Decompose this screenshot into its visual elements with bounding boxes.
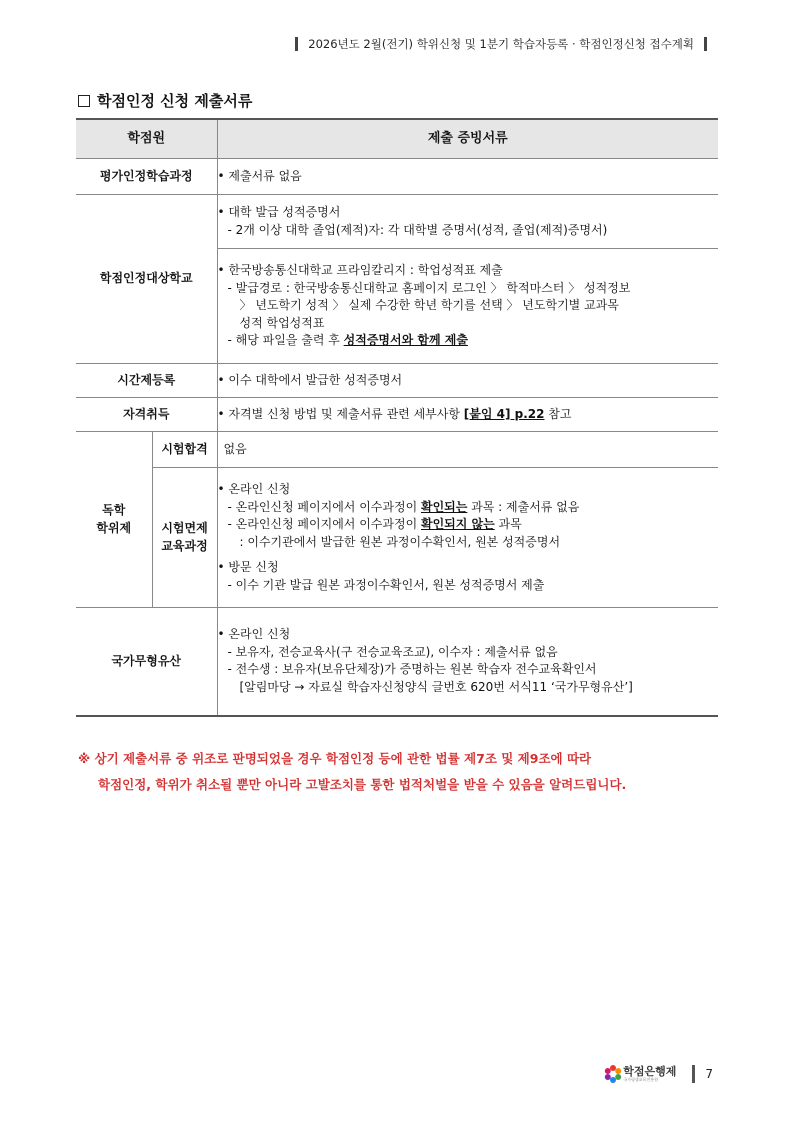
table-row xyxy=(76,468,718,608)
checkbox-icon xyxy=(78,95,90,107)
documents-table xyxy=(76,118,718,717)
content-text: 참고 xyxy=(544,406,572,421)
underlined-text: 성적증명서와 함께 제출 xyxy=(343,333,468,348)
content-text: 과목 xyxy=(494,517,522,531)
content-text: • 자격별 신청 방법 및 제출서류 관련 세부사항 xyxy=(217,406,464,421)
row-category: 자격취득 xyxy=(76,398,217,432)
content-line: • 한국방송통신대학교 프라임칼리지 : 학업성적표 제출 xyxy=(217,263,503,278)
table-row xyxy=(76,195,718,249)
row-category xyxy=(76,432,152,608)
table-row xyxy=(76,159,718,195)
row-content xyxy=(217,432,718,468)
content-line: • 방문 신청 xyxy=(217,560,279,574)
header-bar-right xyxy=(704,37,707,51)
content-line: 없음 xyxy=(223,441,247,456)
section-title-text: 학점인정 신청 제출서류 xyxy=(97,92,253,110)
content-line xyxy=(218,406,719,424)
content-line: • 이수 대학에서 발급한 성적증명서 xyxy=(217,372,403,387)
table-row xyxy=(76,608,718,716)
content-line xyxy=(218,332,719,350)
row-content xyxy=(217,398,718,432)
page-number: 7 xyxy=(705,1067,713,1081)
content-line: • 제출서류 없음 xyxy=(217,168,302,183)
content-line: - 발급경로 : 한국방송통신대학교 홈페이지 로그인 〉 학적마스터 〉 성적정보 xyxy=(227,280,631,295)
content-line xyxy=(218,516,719,534)
row-content xyxy=(217,249,718,364)
row-subcategory: 시험합격 xyxy=(152,432,217,468)
row-category: 국가무형유산 xyxy=(76,608,217,716)
logo-text: 학점은행제 xyxy=(623,1065,677,1078)
col-header-documents: 제출 증빙서류 xyxy=(217,119,718,159)
table-row xyxy=(76,432,718,468)
warning-line: 학점인정, 학위가 취소될 뿐만 아니라 고발조치를 통한 법적처벌을 받을 수 있음을 알려드립니다. xyxy=(98,777,627,792)
row-content xyxy=(217,468,718,608)
content-text: - 온라인신청 페이지에서 이수과정이 xyxy=(227,499,421,514)
content-line: - 2개 이상 대학 졸업(제적)자: 각 대학별 증명서(성적, 졸업(제적)증명서) xyxy=(227,222,608,237)
row-content xyxy=(217,159,718,195)
flower-logo-icon xyxy=(603,1064,623,1084)
content-line: - 보유자, 전승교육사(구 전승교육조교), 이수자 : 제출서류 없음 xyxy=(227,644,558,659)
running-header xyxy=(285,36,717,52)
row-content xyxy=(217,195,718,249)
section-title xyxy=(78,90,252,111)
content-line: - 전수생 : 보유자(보유단체장)가 증명하는 원본 학습자 전수교육확인서 xyxy=(227,662,597,677)
header-title: 2026년도 2월(전기) 학위신청 및 1분기 학습자등록 · 학점인정신청 접수계획 xyxy=(308,37,694,51)
content-line: 성적 학업성적표 xyxy=(239,315,325,330)
header-bar-left xyxy=(295,37,298,51)
category-line: 독학 xyxy=(102,503,126,517)
subcategory-line: 시험면제 xyxy=(161,521,208,535)
page-footer xyxy=(603,1064,713,1084)
content-line: 〉 년도학기 성적 〉 실제 수강한 학년 학기를 선택 〉 년도학기별 교과목 xyxy=(239,298,619,313)
row-category: 시간제등록 xyxy=(76,364,217,398)
row-subcategory xyxy=(152,468,217,608)
credit-bank-logo xyxy=(603,1064,676,1084)
subcategory-line: 교육과정 xyxy=(161,538,208,553)
footer-bar xyxy=(692,1065,695,1083)
content-text: - 해당 파일을 출력 후 xyxy=(227,333,344,348)
table-row xyxy=(76,398,718,432)
content-line: • 온라인 신청 xyxy=(217,627,291,642)
content-line: : 이수기관에서 발급한 원본 과정이수확인서, 원본 성적증명서 xyxy=(239,534,561,549)
col-header-source: 학점원 xyxy=(76,119,217,159)
row-category: 학점인정대상학교 xyxy=(76,195,217,364)
underlined-text: 확인되는 xyxy=(420,499,468,514)
logo-subtext: 국가평생교육진흥원 xyxy=(623,1077,658,1082)
category-line: 학위제 xyxy=(96,520,132,535)
underlined-text: 확인되지 않는 xyxy=(420,517,495,531)
content-line: • 대학 발급 성적증명서 xyxy=(217,205,341,219)
content-text: - 온라인신청 페이지에서 이수과정이 xyxy=(227,517,421,531)
content-line: • 온라인 신청 xyxy=(217,482,291,496)
row-category: 평가인정학습과정 xyxy=(76,159,217,195)
reference-link: [붙임 4] p.22 xyxy=(463,406,545,421)
warning-line: ※ 상기 제출서류 중 위조로 판명되었을 경우 학점인정 등에 관한 법률 제7조 및 제9조에 따라 xyxy=(78,751,592,766)
content-line: [알림마당 → 자료실 학습자신청양식 글번호 620번 서식11 ‘국가무형유산’] xyxy=(239,679,633,694)
row-content xyxy=(217,364,718,398)
content-line: - 이수 기관 발급 원본 과정이수확인서, 원본 성적증명서 제출 xyxy=(227,577,545,592)
content-line xyxy=(218,499,719,517)
row-content xyxy=(217,608,718,716)
warning-notice xyxy=(78,746,728,798)
content-text: 과목 : 제출서류 없음 xyxy=(467,499,580,514)
table-row xyxy=(76,364,718,398)
table-header-row xyxy=(76,119,718,159)
